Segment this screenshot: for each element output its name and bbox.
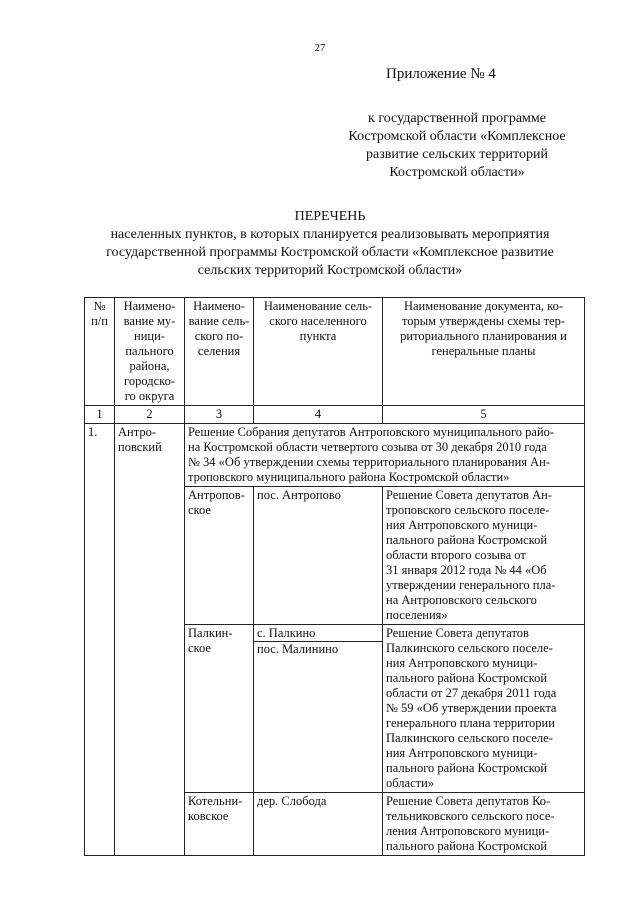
settlement-document: [383, 487, 585, 625]
heading-line: сельских территорий Костромской области»: [197, 263, 463, 278]
document-line: пального района Костромской: [386, 533, 548, 547]
settlement-name: [185, 487, 254, 625]
document-line: Решение Собрания депутатов Антроповского муниципального райо-: [188, 425, 555, 439]
header-line: Наименование документа, ко-: [403, 299, 563, 313]
header-line: №: [93, 299, 106, 313]
header-line: городско-: [124, 374, 175, 388]
table-header-row: [85, 298, 585, 406]
document-line: ния Антроповского муници-: [386, 656, 538, 670]
document-line: на Костромской области четвертого созыва от 30 декабря 2010 года: [188, 440, 547, 454]
document-line: генерального плана территории: [386, 716, 555, 730]
document-line: Палкинского сельского поселе-: [386, 641, 553, 655]
header-line: пункта: [299, 329, 337, 343]
document-heading: [50, 208, 610, 280]
document-line: на Антроповского сельского: [386, 593, 537, 607]
header-line: пального: [125, 344, 174, 358]
settlement-name-line: ковское: [188, 809, 229, 823]
appendix-subtitle-line: Костромской области»: [389, 165, 525, 180]
document-line: тельниковского сельского посе-: [386, 809, 555, 823]
table-row: [85, 424, 585, 487]
settlement-name: [185, 625, 254, 793]
document-line: ления Антроповского муници-: [386, 824, 550, 838]
settlement-name: [185, 793, 254, 856]
header-line: ници-: [134, 329, 165, 343]
document-line: ния Антроповского муници-: [386, 746, 538, 760]
header-line: селения: [197, 344, 241, 358]
document-line: области»: [386, 776, 435, 790]
document-line: № 59 «Об утверждении проекта: [386, 701, 557, 715]
column-number: 2: [115, 406, 185, 424]
appendix-subtitle-line: к государственной программе: [368, 111, 546, 126]
locality-cell: [254, 793, 383, 856]
settlement-document: [383, 625, 585, 793]
district-name-line: Антро-: [118, 425, 156, 439]
column-number: 4: [254, 406, 383, 424]
header-cell-document: [383, 298, 585, 406]
appendix-subtitle: [312, 110, 602, 182]
header-line: ского населенного: [269, 314, 367, 328]
header-line: вание сель-: [188, 314, 250, 328]
document-line: поселения»: [386, 608, 448, 622]
header-cell-locality: [254, 298, 383, 406]
header-line: ского по-: [194, 329, 244, 343]
locality-name: пос. Малинино: [254, 641, 382, 657]
heading-line: государственной программы Костромской области «Комплексное развитие: [106, 245, 554, 260]
header-line: риториального планирования и: [400, 329, 567, 343]
appendix-title: Приложение № 4: [386, 66, 496, 82]
locality-cell: [254, 625, 383, 793]
document-line: пального района Костромской: [386, 761, 548, 775]
heading-line: населенных пунктов, в которых планируется реализовывать мероприятия: [110, 227, 550, 242]
header-cell-settlement: [185, 298, 254, 406]
document-line: Палкинского сельского поселе-: [386, 731, 553, 745]
settlement-name-line: Палкин-: [188, 626, 233, 640]
column-number: 3: [185, 406, 254, 424]
document-line: пального района Костромской: [386, 839, 548, 853]
document-line: пального района Костромской: [386, 671, 548, 685]
locality-name: дер. Слобода: [257, 794, 327, 808]
settlement-name-line: Антропов-: [188, 488, 245, 502]
header-line: п/п: [91, 314, 108, 328]
document-line: троповского муниципального района Костромской области»: [188, 470, 510, 484]
settlement-name-line: ское: [188, 641, 211, 655]
header-line: го округа: [124, 389, 175, 403]
heading-title: ПЕРЕЧЕНЬ: [294, 209, 366, 224]
document-line: области второго созыва от: [386, 548, 526, 562]
header-cell-district: [115, 298, 185, 406]
document-line: Решение Совета депутатов: [386, 626, 529, 640]
header-line: Наимено-: [193, 299, 245, 313]
column-number: 1: [85, 406, 115, 424]
settlements-table: [84, 297, 585, 856]
settlement-document: [383, 793, 585, 856]
document-line: ния Антроповского муници-: [386, 518, 538, 532]
document-line: троповского сельского поселе-: [386, 503, 550, 517]
header-line: Наименование сель-: [263, 299, 373, 313]
district-document: [185, 424, 585, 487]
locality-cell: [254, 487, 383, 625]
district-name: [115, 424, 185, 856]
district-name-line: повский: [118, 440, 162, 454]
column-number: 5: [383, 406, 585, 424]
locality-name: с. Палкино: [257, 626, 316, 640]
appendix-subtitle-line: развитие сельских территорий: [366, 147, 548, 162]
page-number: 27: [314, 42, 326, 54]
document-line: области от 27 декабря 2011 года: [386, 686, 557, 700]
settlement-name-line: ское: [188, 503, 211, 517]
header-line: торым утверждены схемы тер-: [401, 314, 566, 328]
header-line: генеральные планы: [431, 344, 536, 358]
district-number: 1.: [85, 424, 115, 856]
document-line: 31 января 2012 года № 44 «Об: [386, 563, 547, 577]
header-line: вание му-: [123, 314, 176, 328]
header-line: Наимено-: [123, 299, 176, 313]
appendix-subtitle-line: Костромской области «Комплексное: [348, 129, 566, 144]
document-line: № 34 «Об утверждении схемы территориального планирования Ан-: [188, 455, 551, 469]
locality-name: пос. Антропово: [257, 488, 341, 502]
document-line: Решение Совета депутатов Ко-: [386, 794, 551, 808]
header-cell-number: [85, 298, 115, 406]
document-line: Решение Совета депутатов Ан-: [386, 488, 552, 502]
document-line: утверждении генерального пла-: [386, 578, 556, 592]
column-number-row: [85, 406, 585, 424]
settlement-name-line: Котельни-: [188, 794, 243, 808]
header-line: района,: [129, 359, 170, 373]
